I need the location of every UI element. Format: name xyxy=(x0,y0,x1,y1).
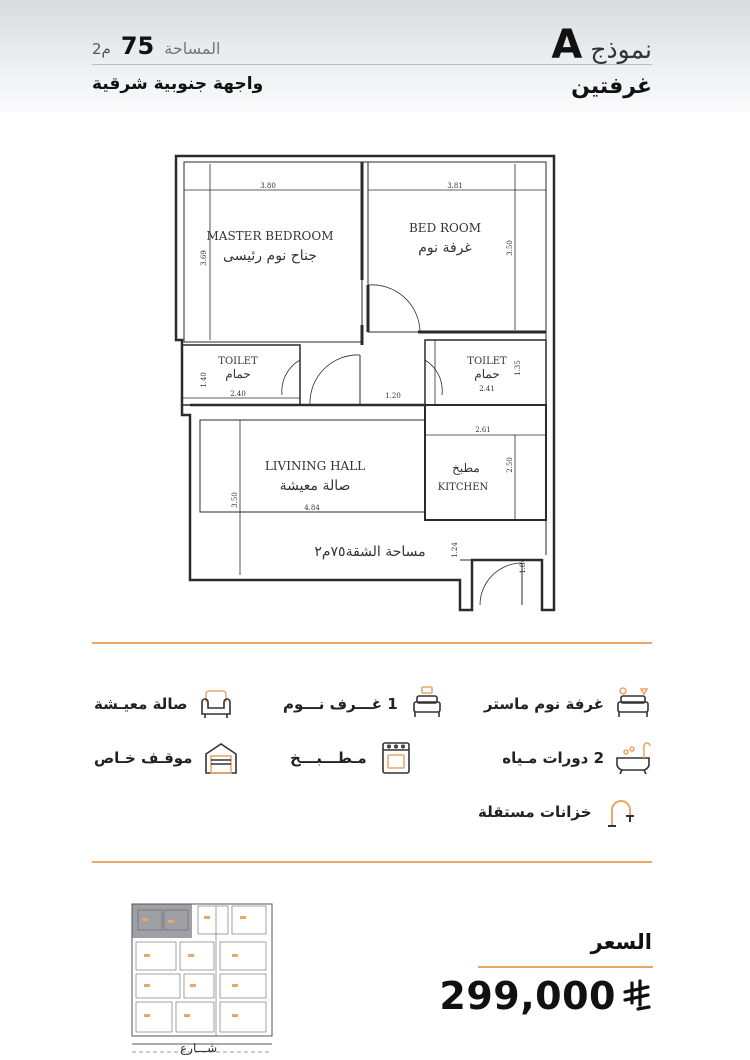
price xyxy=(439,974,652,1018)
dim-label: 2.61 xyxy=(475,426,491,434)
dim-label: 3.69 xyxy=(200,250,208,266)
area-label: المساحة xyxy=(164,39,221,58)
feature-label: مـطـــبـــخ xyxy=(290,749,367,767)
room-label-hall-en: LIVINING HALL xyxy=(264,459,366,473)
bed-icon xyxy=(408,686,446,722)
dim-label: 1.84 xyxy=(519,558,527,574)
master-bed-icon xyxy=(614,686,652,722)
area-info xyxy=(92,32,220,60)
model-title xyxy=(551,22,652,66)
feature-label: صالة معيـشة xyxy=(94,695,188,713)
room-label-hall-ar: صالة معيشة xyxy=(279,478,351,494)
dim-label: 1.20 xyxy=(385,392,401,400)
armchair-icon xyxy=(197,686,235,722)
dim-label: 3.50 xyxy=(231,492,239,508)
dim-label: 1.24 xyxy=(451,542,459,558)
faucet-icon xyxy=(602,794,640,830)
dim-label: 1.40 xyxy=(200,372,208,388)
feature-bathrooms xyxy=(502,739,652,777)
section-divider xyxy=(92,861,652,863)
room-label-toilet1-ar: حمام xyxy=(225,367,251,381)
oven-icon xyxy=(377,740,415,776)
rooms-title: غرفتين xyxy=(571,74,652,99)
feature-bedrooms xyxy=(283,685,446,723)
room-label-kitchen-en: KITCHEN xyxy=(437,482,489,493)
garage-icon xyxy=(202,740,240,776)
feature-label: 1 غـــرف نـــوم xyxy=(283,695,398,713)
feature-label: غرفة نوم ماستر xyxy=(483,695,604,713)
price-label: السعر xyxy=(590,930,652,954)
price-value: 299,000 xyxy=(439,974,616,1018)
dim-label: 2.50 xyxy=(506,457,514,473)
model-word: نموذج xyxy=(590,35,652,64)
feature-tanks xyxy=(478,793,640,831)
feature-living xyxy=(94,685,235,723)
bathtub-icon xyxy=(614,740,652,776)
feature-label: 2 دورات مـياه xyxy=(502,749,604,767)
model-letter: A xyxy=(551,22,583,68)
room-label-toilet1-en: TOILET xyxy=(218,356,258,367)
feature-label: خزانات مستقلة xyxy=(478,803,592,821)
room-label-master-ar: جناح نوم رئيسى xyxy=(223,248,317,264)
area-value: 75 xyxy=(120,32,155,60)
room-label-master-en: MASTER BEDROOM xyxy=(206,229,334,243)
dim-label: 1.35 xyxy=(514,360,522,376)
room-label-bed-ar: غرفة نوم xyxy=(418,240,472,256)
site-plan-thumbnail xyxy=(128,900,278,1060)
room-label-kitchen-ar: مطبخ xyxy=(452,461,480,475)
feature-kitchen xyxy=(290,739,415,777)
room-label-bed-en: BED ROOM xyxy=(408,221,482,235)
street-label: شـــارع xyxy=(180,1041,218,1055)
floor-plan xyxy=(170,150,560,620)
price-underline xyxy=(478,966,653,968)
apartment-area-label: مساحة الشقة٧٥م٢ xyxy=(314,544,426,560)
dim-label: 3.50 xyxy=(506,240,514,256)
area-unit: م2 xyxy=(92,40,111,58)
section-divider xyxy=(92,642,652,644)
facade-label: واجهة جنوبية شرقية xyxy=(92,74,264,94)
room-label-toilet2-en: TOILET xyxy=(467,356,507,367)
feature-label: موقـف خـاص xyxy=(94,749,193,767)
riyal-icon xyxy=(622,979,652,1013)
dim-label: 3.80 xyxy=(260,182,276,190)
feature-parking xyxy=(94,739,240,777)
feature-master-bedroom xyxy=(484,685,652,723)
room-label-toilet2-ar: حمام xyxy=(474,367,500,381)
dim-label: 2.41 xyxy=(479,385,495,393)
dim-label: 4.84 xyxy=(304,504,320,512)
dim-label: 2.40 xyxy=(230,390,246,398)
dim-label: 3.81 xyxy=(447,182,463,190)
